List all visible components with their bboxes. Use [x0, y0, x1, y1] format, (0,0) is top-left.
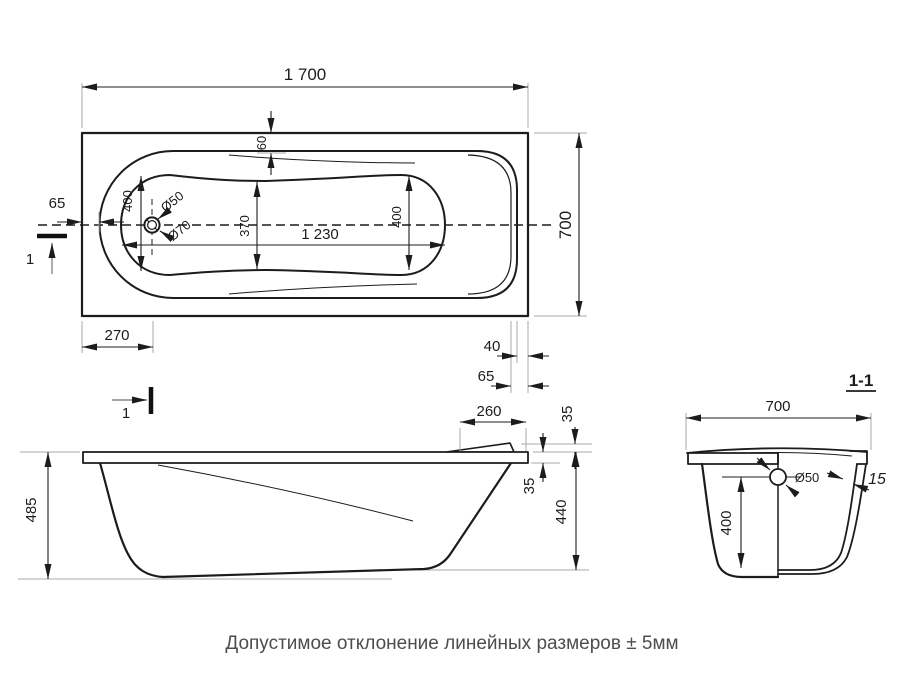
dim-rim-edge-label: 60 — [254, 135, 269, 151]
dim-drain-width-label: 400 — [120, 190, 135, 212]
headrest-lip — [446, 443, 514, 452]
dim-wall-thickness-label: 15 — [868, 471, 886, 488]
section-left-wall — [702, 464, 778, 577]
dim-length-label: 1 700 — [283, 65, 327, 84]
dim-height-label: 485 — [23, 497, 40, 523]
leader-arrow — [786, 485, 794, 492]
dim-arrow — [853, 484, 869, 490]
dim-section-width-label: 700 — [765, 398, 791, 415]
side-view — [18, 387, 592, 579]
section-mark-label: 1 — [121, 405, 131, 422]
drain-hole-section-label: Ø50 — [794, 470, 820, 485]
dim-bottom-length-label: 1 230 — [301, 226, 339, 243]
top-view — [26, 65, 587, 393]
drain-hole-label: Ø50 — [157, 187, 187, 215]
flange-left — [688, 453, 778, 464]
dim-mid-width-label: 370 — [237, 215, 252, 237]
section-mark-label: 1 — [25, 251, 35, 268]
dim-drain-depth-label: 400 — [718, 510, 735, 536]
drain-hole-section — [770, 469, 786, 485]
interior-profile-line — [158, 465, 413, 521]
dim-width-label: 700 — [556, 210, 575, 240]
dim-drain-offset-label: 65 — [48, 195, 66, 212]
dim-lip-height-label: 35 — [559, 405, 576, 423]
rim-bar — [83, 452, 528, 463]
tolerance-note: Допустимое отклонение линейных размеров ± 5мм — [225, 633, 679, 654]
dim-right-width-label: 400 — [389, 206, 404, 228]
section-view — [686, 371, 886, 577]
tub-body-profile — [100, 463, 511, 577]
dim-arrow — [827, 473, 843, 479]
drain-flange-label: Ø70 — [164, 216, 194, 244]
section-title: 1-1 — [848, 371, 874, 390]
dim-rim-offset-label: 65 — [477, 368, 495, 385]
dim-headrest-label: 260 — [476, 403, 502, 420]
dim-left-offset-label: 270 — [104, 327, 130, 344]
section-right-wall-outer — [778, 464, 866, 574]
rim-hook — [850, 451, 867, 464]
dim-depth-label: 440 — [553, 499, 570, 525]
dim-rim-width-label: 40 — [483, 338, 501, 355]
dim-rim-thickness-label: 35 — [521, 477, 538, 495]
